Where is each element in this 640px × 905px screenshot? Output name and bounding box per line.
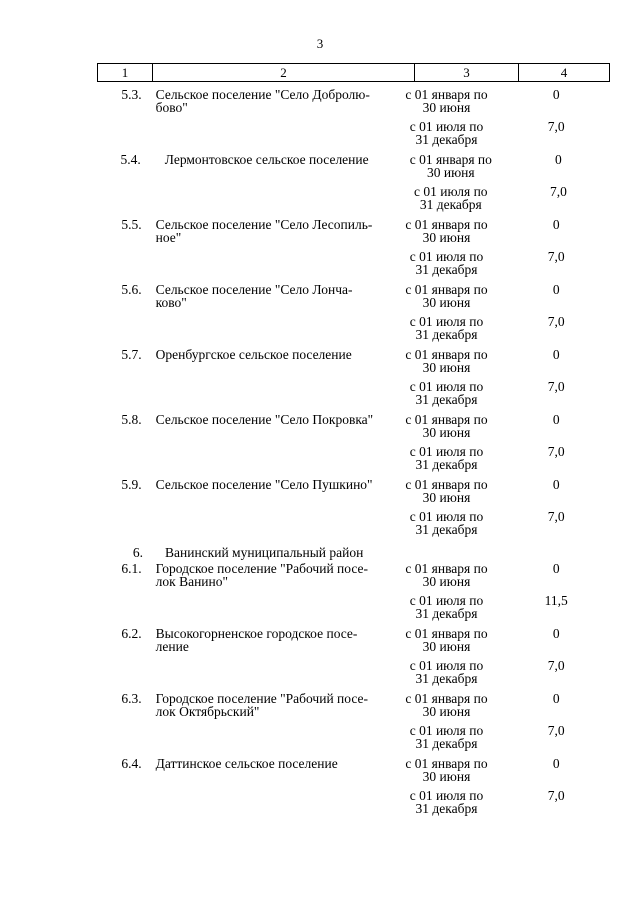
period-text: с 01 января по 30 июня xyxy=(405,87,488,115)
table-row xyxy=(97,153,610,217)
row-number: 6.2. xyxy=(121,626,142,641)
table-body xyxy=(97,88,610,821)
settlement-name: Сельское поселение "Село Покровка" xyxy=(155,412,374,427)
period-text: с 01 января по 30 июня xyxy=(405,412,488,440)
header-col-3: 3 xyxy=(414,64,518,81)
rate-value: 7,0 xyxy=(547,788,565,803)
row-number: 5.9. xyxy=(121,477,142,492)
settlement-name: Сельское поселение "Село Лесопиль- ное" xyxy=(155,217,373,245)
table-row xyxy=(97,88,610,152)
row-number: 5.5. xyxy=(121,217,142,232)
rate-value: 7,0 xyxy=(547,444,565,459)
period-text: с 01 июля по 31 декабря xyxy=(409,509,484,537)
rate-value: 0 xyxy=(552,691,560,706)
row-number: 6.1. xyxy=(121,561,142,576)
rate-value: 0 xyxy=(555,152,562,167)
rate-value: 7,0 xyxy=(547,723,565,738)
period-row xyxy=(394,510,610,542)
table-row xyxy=(97,478,610,542)
rate-value: 0 xyxy=(552,412,560,427)
table-row xyxy=(97,627,610,691)
period-text: с 01 января по 30 июня xyxy=(405,561,488,589)
row-number: 5.3. xyxy=(121,87,142,102)
period-group xyxy=(394,88,610,152)
period-text: с 01 января по 30 июня xyxy=(405,477,488,505)
table-row xyxy=(97,283,610,347)
settlement-name: Даттинское сельское поселение xyxy=(155,756,338,771)
rate-value: 7,0 xyxy=(547,509,565,524)
period-text: с 01 января по 30 июня xyxy=(405,347,488,375)
row-number: 5.6. xyxy=(121,282,142,297)
period-group xyxy=(394,283,610,347)
rate-value: 0 xyxy=(552,756,560,771)
settlement-name: Городское поселение "Рабочий посе- лок Ванино" xyxy=(155,561,369,589)
period-text: с 01 июля по 31 декабря xyxy=(409,119,484,147)
settlement-name: Оренбургское сельское поселение xyxy=(155,347,352,362)
period-row xyxy=(394,562,610,594)
row-number: 6.4. xyxy=(121,756,142,771)
rate-value: 0 xyxy=(552,561,560,576)
period-group xyxy=(394,348,610,412)
header-col-2: 2 xyxy=(152,64,414,81)
period-group xyxy=(394,478,610,542)
row-number: 6.3. xyxy=(121,691,142,706)
row-number: 5.8. xyxy=(121,412,142,427)
table-row xyxy=(97,757,610,821)
settlement-name: Сельское поселение "Село Лонча- ково" xyxy=(155,282,353,310)
period-text: с 01 июля по 31 декабря xyxy=(409,379,484,407)
tariff-table xyxy=(97,63,610,822)
settlement-name: Сельское поселение "Село Пушкино" xyxy=(155,477,373,492)
period-text: с 01 июля по 31 декабря xyxy=(414,184,488,212)
period-text: с 01 января по 30 июня xyxy=(405,691,488,719)
period-text: с 01 июля по 31 декабря xyxy=(409,593,484,621)
row-number: 5.4. xyxy=(120,152,141,167)
settlement-name: Сельское поселение "Село Добролю- бово" xyxy=(155,87,370,115)
period-text: с 01 января по 30 июня xyxy=(409,152,492,180)
period-row xyxy=(394,757,610,789)
rate-value: 0 xyxy=(552,477,560,492)
period-text: с 01 июля по 31 декабря xyxy=(409,444,484,472)
period-text: с 01 июля по 31 декабря xyxy=(409,658,484,686)
table-header xyxy=(97,63,610,82)
table-row xyxy=(97,348,610,412)
rate-value: 11,5 xyxy=(544,593,568,608)
table-row xyxy=(97,413,610,477)
table-row xyxy=(97,692,610,756)
period-row xyxy=(394,380,610,412)
period-row xyxy=(394,283,610,315)
period-group xyxy=(394,692,610,756)
table-row xyxy=(97,562,610,626)
period-group xyxy=(399,153,610,217)
rate-value: 0 xyxy=(552,626,560,641)
settlement-name: Высокогорненское городское посе- ление xyxy=(155,626,358,654)
period-text: с 01 июля по 31 декабря xyxy=(409,249,484,277)
period-row xyxy=(394,692,610,724)
period-text: с 01 января по 30 июня xyxy=(405,626,488,654)
period-row xyxy=(399,153,610,185)
period-group xyxy=(394,218,610,282)
rate-value: 0 xyxy=(552,282,560,297)
rate-value: 0 xyxy=(552,347,560,362)
period-group xyxy=(394,413,610,477)
table-row xyxy=(97,218,610,282)
row-number: 5.7. xyxy=(121,347,142,362)
settlement-name: Лермонтовское сельское поселение xyxy=(164,152,369,167)
header-col-1: 1 xyxy=(121,65,129,80)
settlement-name: Городское поселение "Рабочий посе- лок Октябрьский" xyxy=(155,691,369,719)
page-number: 3 xyxy=(316,36,324,51)
period-group xyxy=(394,757,610,821)
period-text: с 01 июля по 31 декабря xyxy=(409,314,484,342)
period-row xyxy=(399,185,610,217)
period-group xyxy=(394,562,610,626)
period-row xyxy=(394,120,610,152)
header-col-4: 4 xyxy=(518,64,609,81)
period-text: с 01 июля по 31 декабря xyxy=(409,723,484,751)
period-row xyxy=(394,478,610,510)
section-title: Ванинский муниципальный район xyxy=(165,545,364,560)
period-row xyxy=(394,789,610,821)
period-row xyxy=(394,627,610,659)
period-row xyxy=(394,88,610,120)
period-text: с 01 января по 30 июня xyxy=(405,756,488,784)
period-row xyxy=(394,348,610,380)
period-row xyxy=(394,659,610,691)
section-row xyxy=(97,542,610,562)
period-row xyxy=(394,413,610,445)
rate-value: 7,0 xyxy=(547,658,565,673)
rate-value: 0 xyxy=(552,87,560,102)
period-text: с 01 июля по 31 декабря xyxy=(409,788,484,816)
period-text: с 01 января по 30 июня xyxy=(405,217,488,245)
period-row xyxy=(394,250,610,282)
period-row xyxy=(394,218,610,250)
period-row xyxy=(394,724,610,756)
rate-value: 7,0 xyxy=(547,249,565,264)
rate-value: 7,0 xyxy=(549,184,567,199)
rate-value: 0 xyxy=(552,217,560,232)
period-text: с 01 января по 30 июня xyxy=(405,282,488,310)
period-group xyxy=(394,627,610,691)
section-number: 6. xyxy=(132,545,143,560)
rate-value: 7,0 xyxy=(547,119,565,134)
period-row xyxy=(394,445,610,477)
rate-value: 7,0 xyxy=(547,379,565,394)
rate-value: 7,0 xyxy=(547,314,565,329)
period-row xyxy=(394,594,610,626)
period-row xyxy=(394,315,610,347)
